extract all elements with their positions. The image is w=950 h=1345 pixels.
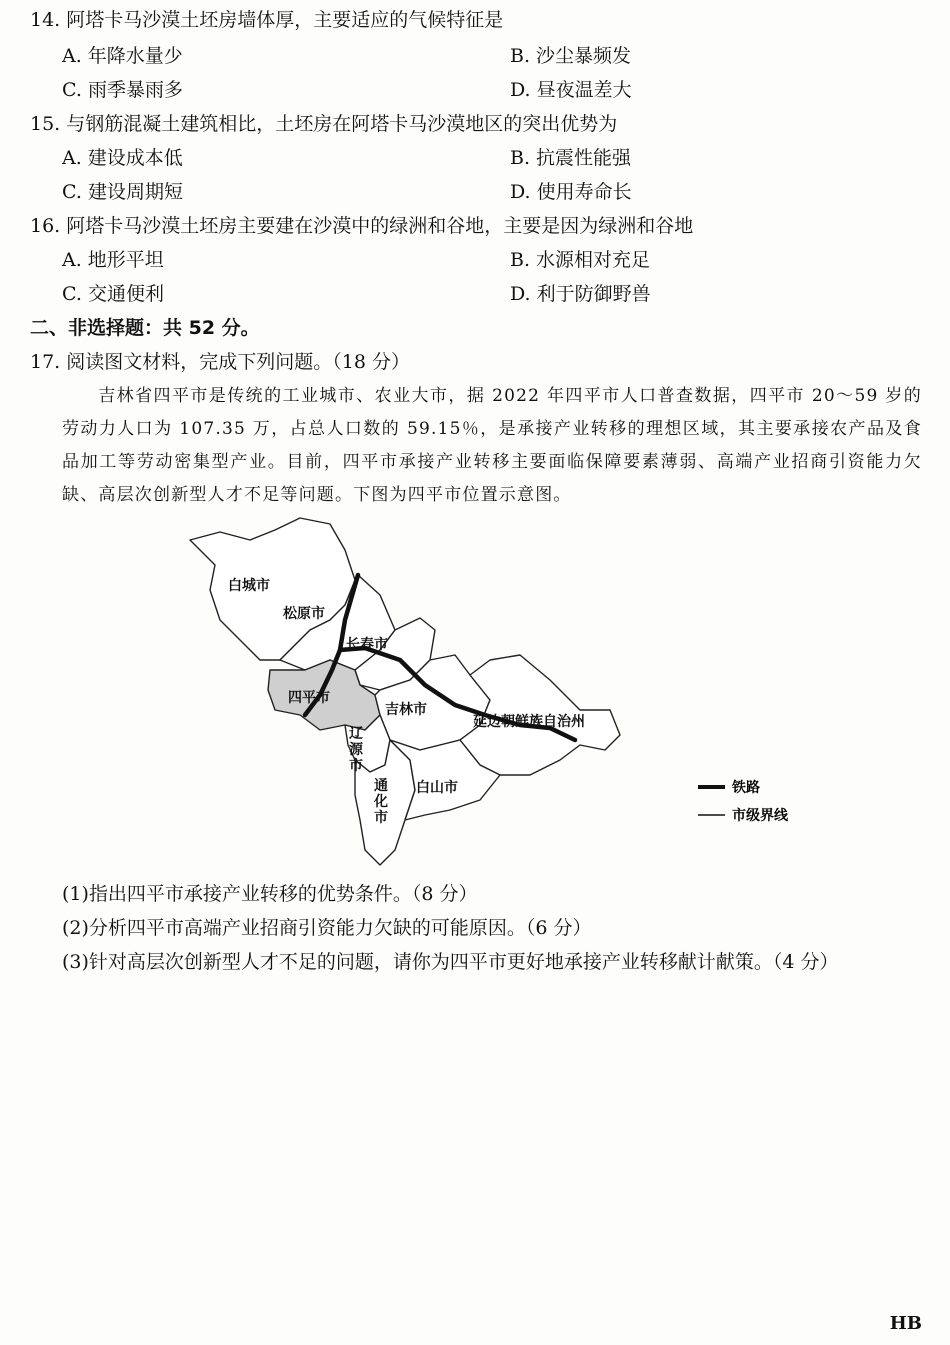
label-tonghua-2: 化	[374, 794, 388, 810]
q17-sub-1: (1)指出四平市承接产业转移的优势条件。（8 分）	[62, 883, 478, 905]
q17-sub-3: (3)针对高层次创新型人才不足的问题，请你为四平市更好地承接产业转移献计献策。（4 分）	[62, 951, 839, 973]
section-title: 二、非选择题：共 52 分。	[30, 317, 260, 339]
q17-stem: 17. 阅读图文材料，完成下列问题。（18 分）	[30, 351, 410, 373]
label-changchun: 长春市	[346, 637, 388, 653]
q17-material	[62, 380, 922, 512]
label-songyuan: 松原市	[283, 606, 325, 622]
label-jilin: 吉林市	[385, 702, 427, 718]
q14-option-a: A. 年降水量少	[62, 45, 183, 67]
q14-option-c: C. 雨季暴雨多	[62, 79, 183, 101]
label-liaoyuan-2: 源	[349, 742, 363, 758]
legend-boundary-label: 市级界线	[732, 808, 788, 824]
q16-option-d: D. 利于防御野兽	[510, 283, 651, 305]
siping-location-map	[180, 510, 820, 875]
label-liaoyuan-3: 市	[349, 758, 363, 774]
q17-material-text: 吉林省四平市是传统的工业城市、农业大市，据 2022 年四平市人口普查数据，四平市 20～59 岁的劳动力人口为 107.35 万，占总人口数的 59.15％，是承接产业转移的理想区域，其主要承接农产品及食品加工等劳动密集型产业。目前，四平市承接产业转移主要面临保障要素薄弱、高端产业招商引资能力欠缺、高层次创新型人才不足等问题。下图为四平市位置示意图。	[62, 386, 923, 505]
q14-option-b: B. 沙尘暴频发	[510, 45, 632, 67]
label-siping: 四平市	[288, 690, 330, 706]
label-tonghua-3: 市	[374, 810, 388, 826]
legend-railway-label: 铁路	[732, 780, 760, 796]
q15-option-a: A. 建设成本低	[62, 147, 183, 169]
label-yanbian: 延边朝鲜族自治州	[473, 714, 585, 730]
q15-option-d: D. 使用寿命长	[510, 181, 632, 203]
label-tonghua-1: 通	[374, 778, 388, 794]
q16-stem: 16. 阿塔卡马沙漠土坯房主要建在沙漠中的绿洲和谷地，主要是因为绿洲和谷地	[30, 215, 694, 237]
label-liaoyuan-1: 辽	[349, 726, 363, 742]
q14-option-d: D. 昼夜温差大	[510, 79, 632, 101]
q16-option-a: A. 地形平坦	[62, 249, 164, 271]
page-footer-code: HB	[889, 1313, 922, 1334]
q15-stem: 15. 与钢筋混凝土建筑相比，土坯房在阿塔卡马沙漠地区的突出优势为	[30, 113, 618, 135]
q15-option-c: C. 建设周期短	[62, 181, 183, 203]
q14-stem: 14. 阿塔卡马沙漠土坯房墙体厚，主要适应的气候特征是	[30, 9, 504, 31]
q16-option-b: B. 水源相对充足	[510, 249, 651, 271]
q15-option-b: B. 抗震性能强	[510, 147, 632, 169]
q17-sub-2: (2)分析四平市高端产业招商引资能力欠缺的可能原因。（6 分）	[62, 917, 592, 939]
label-baicheng: 白城市	[228, 578, 270, 594]
label-baishan: 白山市	[416, 780, 458, 796]
q16-option-c: C. 交通便利	[62, 283, 164, 305]
